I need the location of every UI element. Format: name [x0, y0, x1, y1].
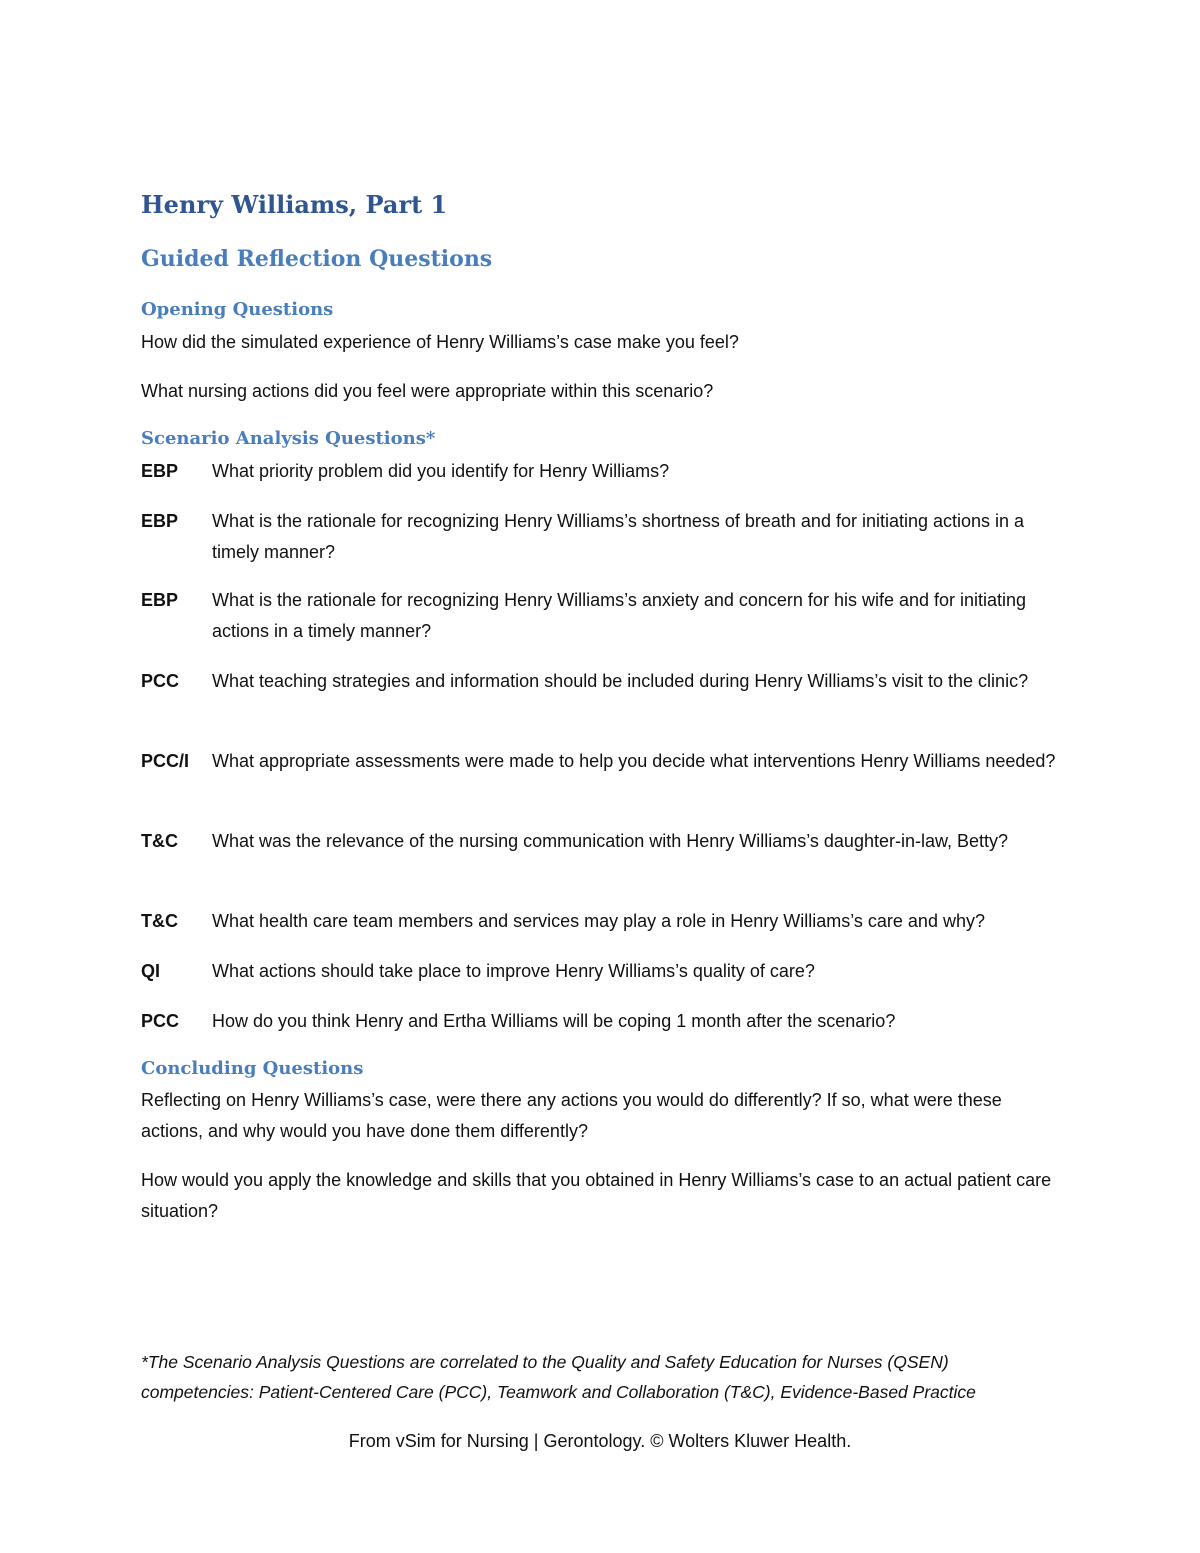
qsen-code: T&C — [141, 911, 178, 931]
question-text: What health care team members and services may play a role in Henry Williams’s care and why? — [212, 911, 985, 931]
question-text: What was the relevance of the nursing communication with Henry Williams’s daughter-in-law, Betty? — [212, 831, 1009, 851]
scenario-question — [141, 956, 1061, 987]
scenario-question — [141, 666, 1061, 697]
qsen-code: QI — [141, 961, 161, 981]
scenario-question — [141, 1006, 1061, 1037]
qsen-code: PCC — [141, 671, 180, 691]
qsen-code: EBP — [141, 511, 179, 531]
qsen-code: PCC/I — [141, 751, 190, 771]
scenario-question — [141, 506, 1061, 568]
question-text: What teaching strategies and information should be included during Henry Williams’s visit to the clinic? — [212, 671, 1029, 691]
footnote-line: competencies: Patient-Centered Care (PCC), Teamwork and Collaboration (T&C), Evidence-Based Practice — [141, 1382, 976, 1402]
opening-question-1: How did the simulated experience of Henry Williams’s case make you feel? — [141, 332, 739, 352]
concluding-question-1: Reflecting on Henry Williams’s case, were there any actions you would do differently? If so, what were these actions, and why would you have done them differently? — [141, 1090, 1002, 1141]
opening-questions-heading: Opening Questions — [141, 299, 334, 320]
question-text: What priority problem did you identify for Henry Williams? — [212, 461, 670, 481]
question-text: How do you think Henry and Ertha Williams will be coping 1 month after the scenario? — [212, 1011, 896, 1031]
scenario-question — [141, 456, 1061, 487]
qsen-code: T&C — [141, 831, 178, 851]
concluding-questions-heading: Concluding Questions — [141, 1058, 364, 1079]
opening-question-2: What nursing actions did you feel were appropriate within this scenario? — [141, 381, 714, 401]
footnote-line: *The Scenario Analysis Questions are correlated to the Quality and Safety Education for Nurses (QSEN) — [141, 1352, 949, 1372]
scenario-question — [141, 746, 1061, 777]
question-text: What is the rationale for recognizing Henry Williams’s anxiety and concern for his wife and for initiating actions in a timely manner? — [212, 590, 1027, 641]
qsen-footnote — [141, 1347, 1081, 1407]
scenario-question — [141, 585, 1061, 647]
question-text: What appropriate assessments were made to help you decide what interventions Henry Williams needed? — [212, 751, 1056, 771]
scenario-analysis-heading: Scenario Analysis Questions* — [141, 428, 436, 449]
document-subtitle: Guided Reflection Questions — [141, 246, 493, 272]
question-text: What actions should take place to improve Henry Williams’s quality of care? — [212, 961, 815, 981]
document-title: Henry Williams, Part 1 — [141, 190, 448, 219]
qsen-code: PCC — [141, 1011, 180, 1031]
qsen-code: EBP — [141, 461, 179, 481]
concluding-question-2: How would you apply the knowledge and skills that you obtained in Henry Williams’s case to an actual patient care situation? — [141, 1170, 1052, 1221]
page-footer: From vSim for Nursing | Gerontology. © Wolters Kluwer Health. — [348, 1431, 852, 1451]
question-text: What is the rationale for recognizing Henry Williams’s shortness of breath and for initiating actions in a timely manner? — [212, 511, 1025, 562]
scenario-question — [141, 906, 1061, 937]
scenario-question — [141, 826, 1061, 857]
qsen-code: EBP — [141, 590, 179, 610]
